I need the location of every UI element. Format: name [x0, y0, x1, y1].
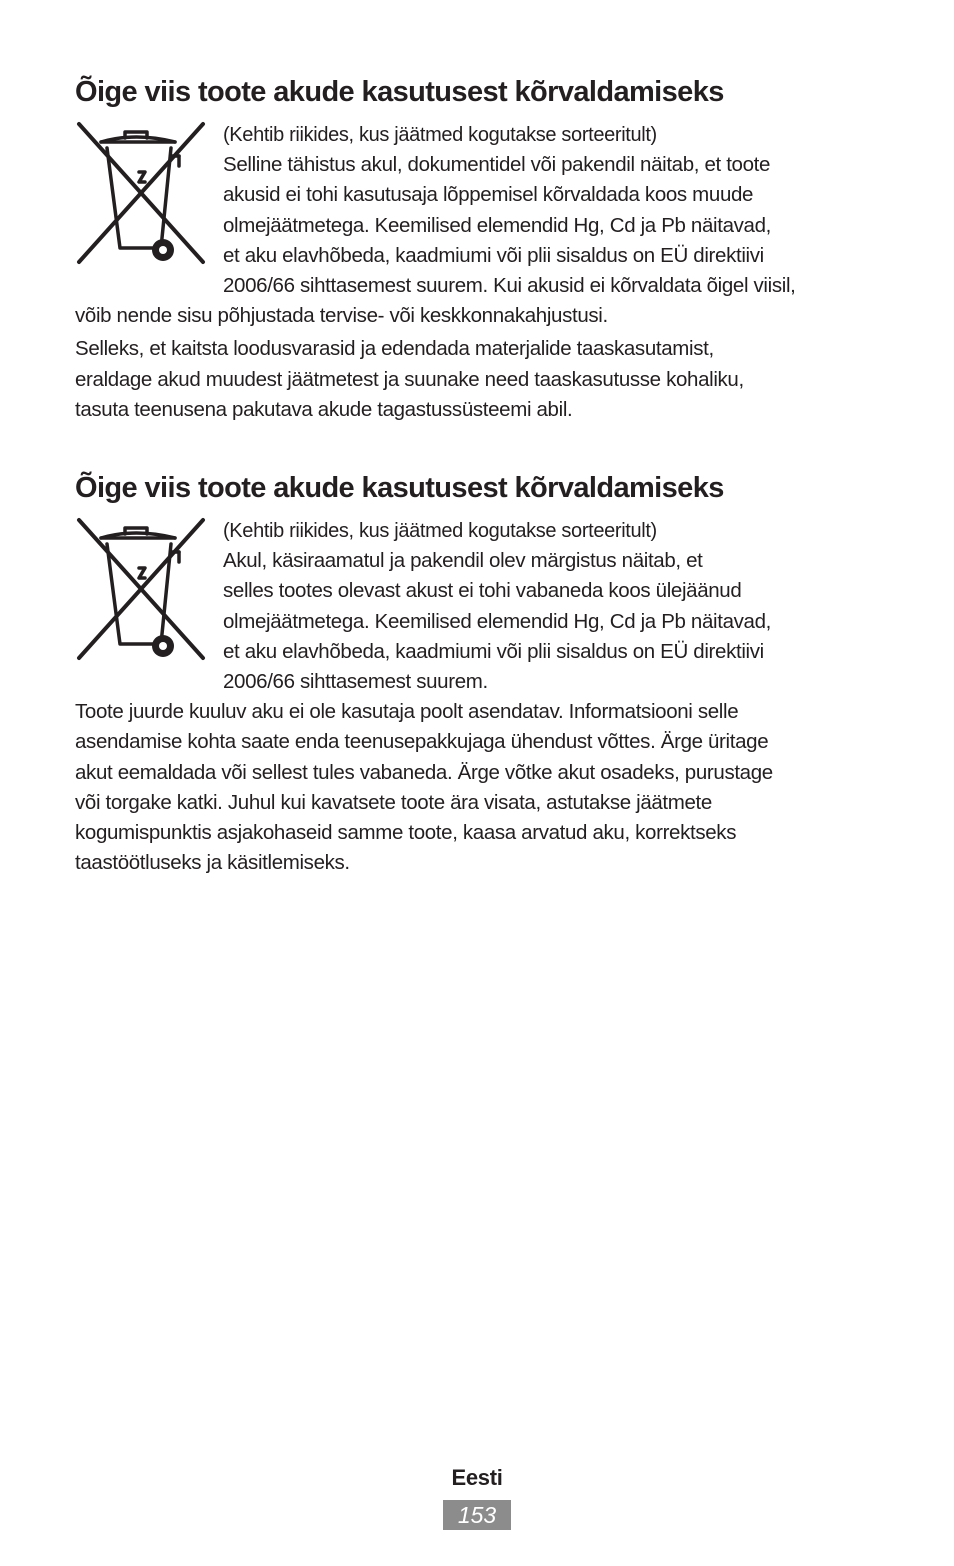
- page-footer: [0, 1462, 954, 1530]
- body-line: akusid ei tohi kasutusaja lõppemisel kõrvaldada koos muude: [223, 183, 754, 207]
- applicability-note: (Kehtib riikides, kus jäätmed kogutakse sorteeritult): [223, 520, 657, 542]
- body-line: 2006/66 sihttasemest suurem.: [223, 670, 488, 694]
- language-label: Eesti: [451, 1465, 503, 1490]
- crossed-out-wheelie-bin-icon: [75, 516, 211, 666]
- section-heading: Õige viis toote akude kasutusest kõrvaldamiseks: [75, 472, 724, 504]
- crossed-out-wheelie-bin-icon: [75, 120, 211, 270]
- page-number: 153: [443, 1500, 511, 1530]
- body-line: 2006/66 sihttasemest suurem. Kui akusid ei kõrvaldata õigel viisil,: [223, 274, 796, 298]
- battery-disposal-section: [75, 470, 885, 878]
- battery-disposal-section: [75, 74, 885, 425]
- body-line: akut eemaldada või sellest tules vabaneda. Ärge võtke akut osadeks, purustage: [75, 760, 773, 784]
- body-line: olmejäätmetega. Keemilised elemendid Hg, Cd ja Pb näitavad,: [223, 213, 771, 237]
- body-line: eraldage akud muudest jäätmetest ja suunake need taaskasutusse kohaliku,: [75, 367, 744, 391]
- body-line: selles tootes olevast akust ei tohi vabaneda koos ülejäänud: [223, 579, 742, 603]
- body-line: olmejäätmetega. Keemilised elemendid Hg, Cd ja Pb näitavad,: [223, 609, 771, 633]
- applicability-note: (Kehtib riikides, kus jäätmed kogutakse sorteeritult): [223, 124, 657, 146]
- body-line: tasuta teenusena pakutava akude tagastussüsteemi abil.: [75, 397, 573, 421]
- section-heading: Õige viis toote akude kasutusest kõrvaldamiseks: [75, 76, 724, 108]
- body-line: Selleks, et kaitsta loodusvarasid ja edendada materjalide taaskasutamist,: [75, 337, 714, 361]
- body-line: taastöötluseks ja käsitlemiseks.: [75, 851, 350, 875]
- body-line: et aku elavhõbeda, kaadmiumi või plii sisaldus on EÜ direktiivi: [223, 243, 764, 267]
- body-line: Akul, käsiraamatul ja pakendil olev märgistus näitab, et: [223, 549, 703, 573]
- body-line: Selline tähistus akul, dokumentidel või pakendil näitab, et toote: [223, 153, 771, 177]
- body-line: võib nende sisu põhjustada tervise- või keskkonnakahjustusi.: [75, 304, 608, 328]
- body-line: või torgake katki. Juhul kui kavatsete toote ära visata, astutakse jäätmete: [75, 790, 712, 814]
- body-line: et aku elavhõbeda, kaadmiumi või plii sisaldus on EÜ direktiivi: [223, 639, 764, 663]
- body-line: kogumispunktis asjakohaseid samme toote, kaasa arvatud aku, korrektseks: [75, 821, 737, 845]
- body-line: asendamise kohta saate enda teenusepakkujaga ühendust võttes. Ärge üritage: [75, 730, 769, 754]
- body-line: Toote juurde kuuluv aku ei ole kasutaja poolt asendatav. Informatsiooni selle: [75, 700, 739, 724]
